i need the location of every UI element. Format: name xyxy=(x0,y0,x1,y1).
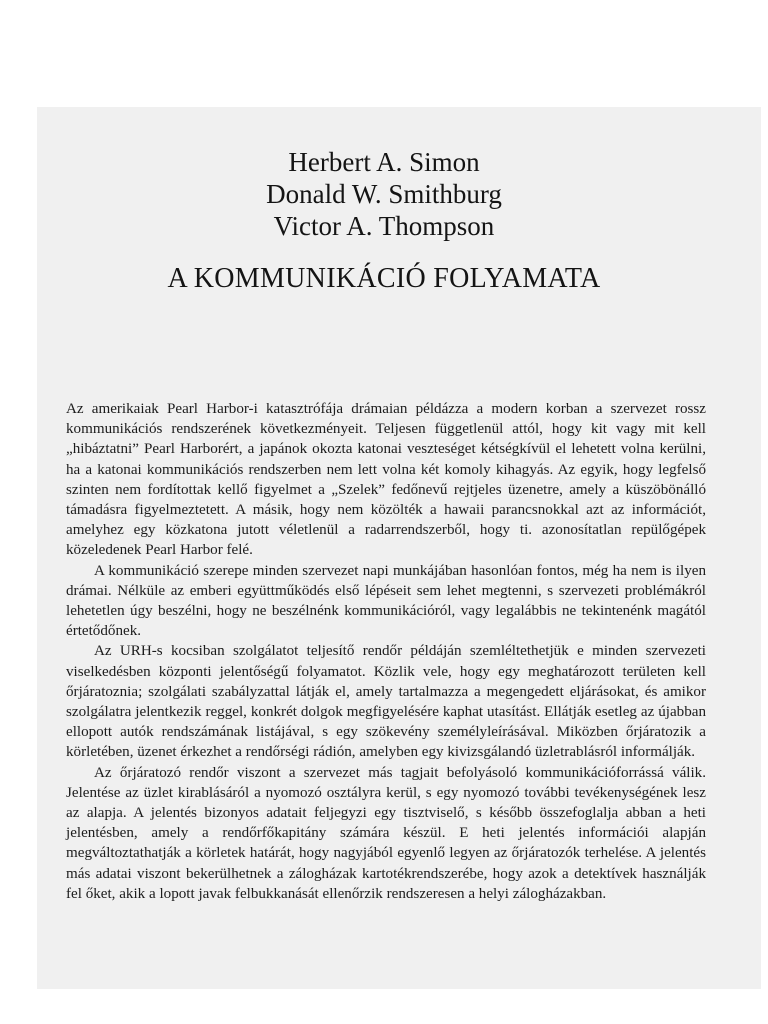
body-text xyxy=(66,399,706,904)
author-name: Victor A. Thompson xyxy=(273,211,495,241)
author-name: Herbert A. Simon xyxy=(288,147,480,177)
paragraph: Az URH-s kocsiban szolgálatot teljesítő rendőr példáján szemléltethetjük e minden szervezeti viselkedésben központi jelentőségű folyamatot. Közlik vele, hogy egy meghatározott területen kell őrjáratoznia; szolgálati szabályzattal látják el, amely tartalmazza a megengedett eljárásokat, és amikor szolgálatra jelentkezik reggel, konkrét dolgok megfigyelésére kaphat utasítást. Ellátják esetleg az újabban ellopott autók rendszámának listájával, s egy szökevény személyleírásával. Miközben őrjáratozik a körletében, üzenet érkezhet a rendőrségi rádión, amelyben egy kivizsgálandó üzletrablásról informálják. xyxy=(66,643,706,761)
author-name: Donald W. Smithburg xyxy=(266,179,502,209)
paragraph: Az amerikaiak Pearl Harbor-i katasztrófája drámaian példázza a modern korban a szervezet rossz kommunikációs rendszerének következményeit. Teljesen függetlenül attól, hogy kit vagy mit kell „hibáztatni” Pearl Harborért, a japánok okozta katonai veszteséget kétségkívül el lehetett volna kerülni, ha a katonai kommunikációs rendszerben nem lett volna két komoly kihagyás. Az egyik, hogy legfelső szinten nem fordítottak kellő figyelmet a „Szelek” fedőnevű rejtjeles üzenetre, amely a küszöbönálló támadásra figyelmeztetett. A másik, hogy nem közölték a hawaii parancsnokkal azt az információt, amelyhez egy közkatona jutott véletlenül a radarrendszerből, hogy ti. azonosítatlan repülőgépek közeledenek Pearl Harbor felé. xyxy=(66,401,706,559)
chapter-title: A KOMMUNIKÁCIÓ FOLYAMATA xyxy=(167,263,601,294)
paragraph: Az őrjáratozó rendőr viszont a szervezet más tagjait befolyásoló kommunikációforrássá válik. Jelentése az üzlet kirablásáról a nyomozó osztályra kerül, s egy nyomozó további tevékenységének lesz az alapja. A jelentés bizonyos adatait feljegyzi egy tisztviselő, s később összefoglalja abban a heti jelentésben, amely a rendőrfőkapitány számára készül. E heti jelentés információi alapján megváltoztathatják a körletek határát, hogy nagyjából egyenlő legyen az őrjáratozók terhelése. A jelentés más adatai viszont bekerülhetnek a zálogházak kartotékrendszerébe, hogy azok a detektívek használják fel őket, akik a lopott javak felbukkanását ellenőrzik rendszeresen a helyi zálogházakban. xyxy=(66,764,706,902)
author-list xyxy=(0,146,768,242)
paragraph: A kommunikáció szerepe minden szervezet napi munkájában hasonlóan fontos, még ha nem is ilyen drámai. Nélküle az emberi együttműködés első lépéseit sem lehet megtenni, s szervezeti problémákról lehetetlen úgy beszélni, hogy ne beszélnénk kommunikációról, vagy legalábbis ne tekintenénk magától értetődőnek. xyxy=(66,562,706,640)
